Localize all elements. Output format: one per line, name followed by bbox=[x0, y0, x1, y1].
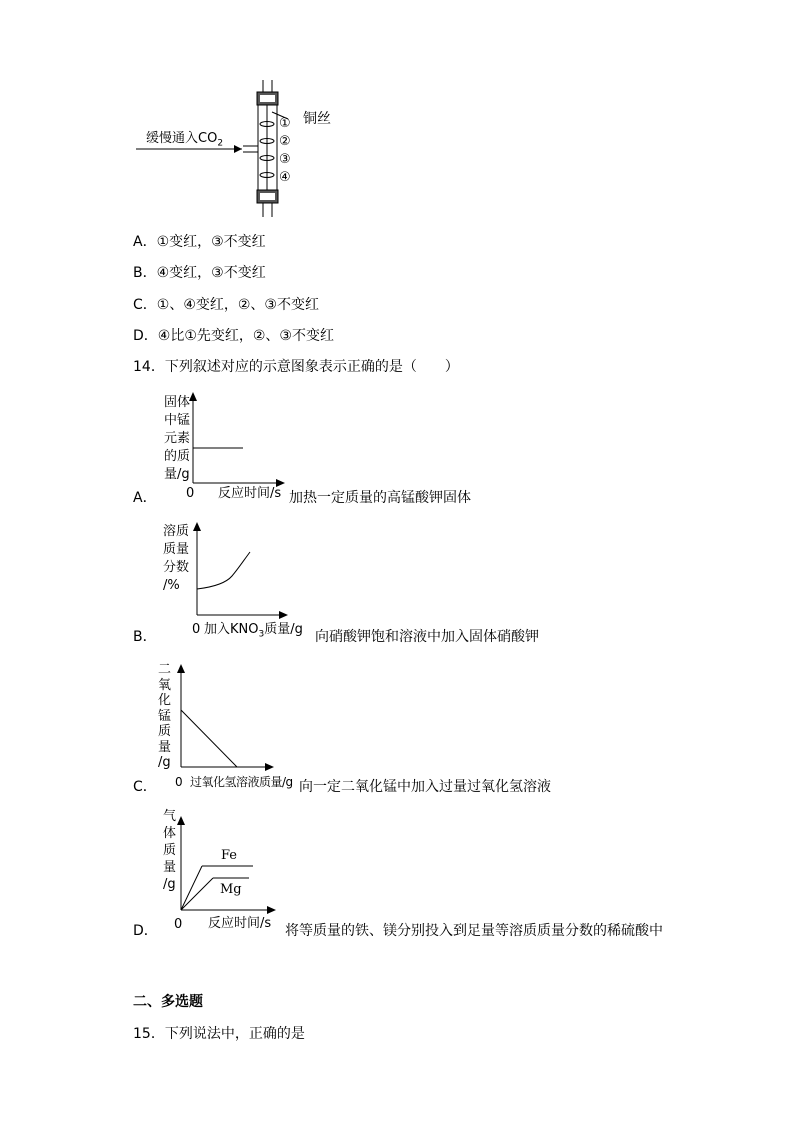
marker-1: ① bbox=[279, 116, 291, 131]
graph-c-ylabel: 二 氧 化 锰 质 量 /g bbox=[158, 662, 172, 770]
graph-c-xlabel: 过氧化氢溶液质量/g bbox=[190, 775, 293, 789]
graph-d-xlabel: 反应时间/s bbox=[208, 916, 272, 931]
q14-option-d-text: 将等质量的铁、镁分别投入到足量等溶质质量分数的稀硫酸中 bbox=[285, 923, 663, 939]
inlet-label: 缓慢通入$CO_2$ bbox=[146, 131, 224, 149]
graph-b-origin: 0 bbox=[192, 622, 201, 637]
q14-option-c-text: 向一定二氧化锰中加入过量过氧化氢溶液 bbox=[299, 779, 551, 795]
q15-stem: 15．下列说法中，正确的是 bbox=[133, 1026, 305, 1042]
q14-option-c-letter: C． bbox=[133, 779, 157, 795]
graph-d-origin: 0 bbox=[174, 917, 183, 932]
graph-b-xlabel: 加入$KNO_3$质量/g bbox=[204, 622, 303, 640]
q14-option-b-letter: B． bbox=[133, 629, 157, 645]
graph-d-ylabel: 气 体 质 量 /g bbox=[163, 809, 177, 892]
marker-3: ③ bbox=[279, 152, 291, 167]
q14-option-b-text: 向硝酸钾饱和溶液中加入固体硝酸钾 bbox=[315, 629, 539, 645]
graph-a-origin: 0 bbox=[186, 486, 195, 501]
q13-option-b: B．④变红，③不变红 bbox=[133, 265, 266, 281]
series-label-fe: Fe bbox=[221, 848, 238, 863]
marker-4: ④ bbox=[279, 170, 291, 185]
q13-option-c: C．①、④变红，②、③不变红 bbox=[133, 297, 319, 313]
q14-option-d-letter: D． bbox=[133, 923, 158, 939]
q14-stem: 14．下列叙述对应的示意图象表示正确的是（ ） bbox=[133, 359, 459, 375]
graph-a-xlabel: 反应时间/s bbox=[218, 486, 282, 501]
marker-2: ② bbox=[279, 134, 291, 149]
q13-option-d: D．④比①先变红，②、③不变红 bbox=[133, 328, 334, 344]
graph-a-ylabel: 固体 中锰 元素 的质 量/g bbox=[164, 395, 191, 482]
section-heading: 二、多选题 bbox=[133, 994, 203, 1010]
series-label-mg: Mg bbox=[220, 882, 242, 897]
graph-c-origin: 0 bbox=[175, 775, 183, 789]
q14-option-a-letter: A． bbox=[133, 490, 157, 506]
q13-option-a: A．①变红，③不变红 bbox=[133, 234, 266, 250]
copper-wire-label: 铜丝 bbox=[303, 111, 331, 127]
q14-option-a-text: 加热一定质量的高锰酸钾固体 bbox=[289, 490, 471, 506]
graph-b-ylabel: 溶质 质量 分数 /% bbox=[163, 524, 190, 593]
